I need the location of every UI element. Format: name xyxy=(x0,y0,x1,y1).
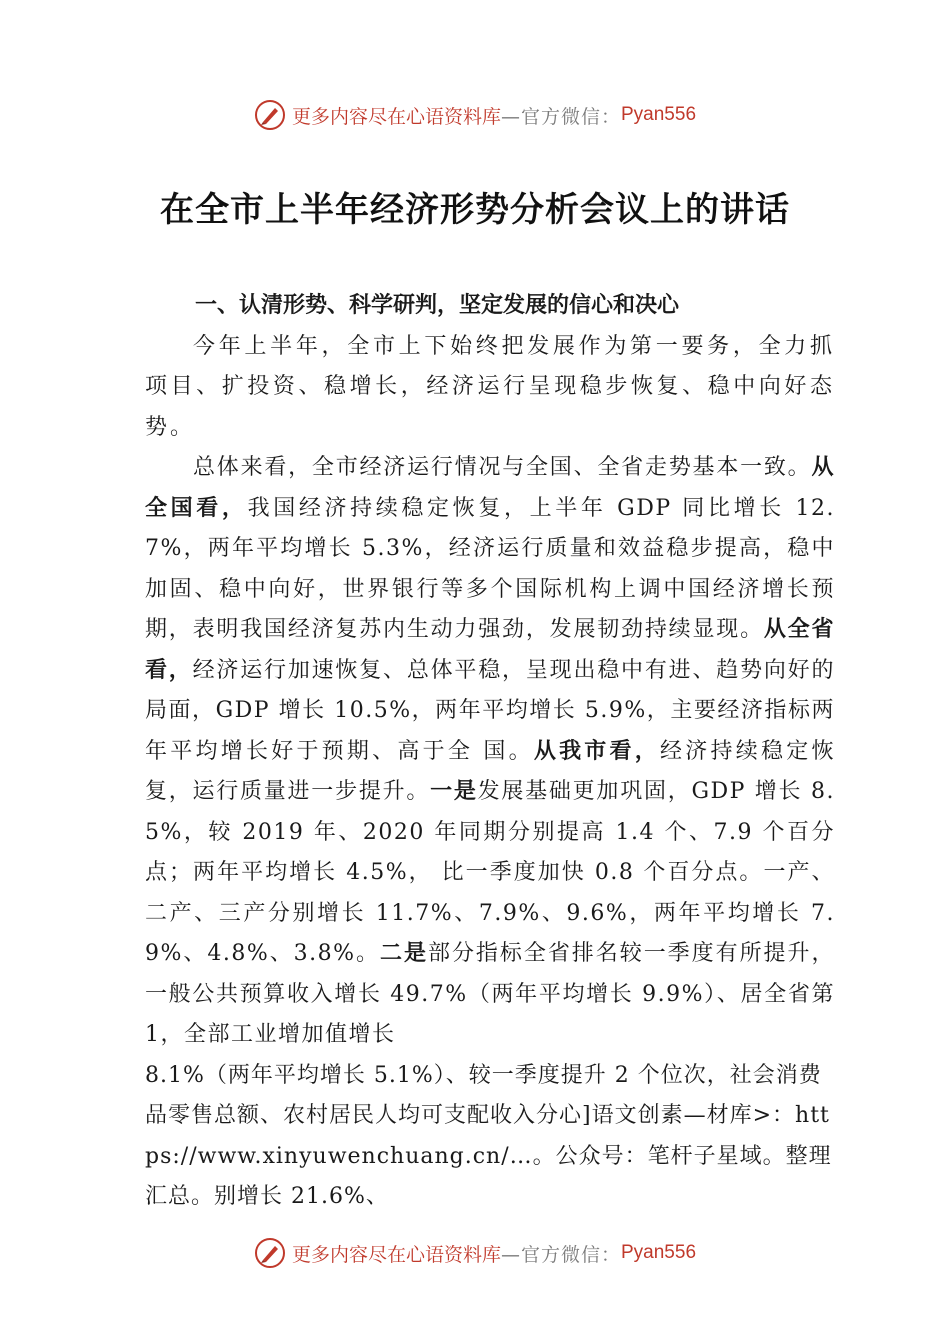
province-lead: 从全省看， xyxy=(145,617,835,683)
section-heading: 一、认清形势、科学研判，坚定发展的信心和决心 xyxy=(195,293,680,318)
city-text: 经济持续稳定恢复，运行质量进一步提升。 xyxy=(145,738,835,804)
watermark-wechat-id: Pyan556 xyxy=(621,1242,697,1263)
watermark-wechat-id: Pyan556 xyxy=(621,104,697,125)
watermark-brand-text: 更多内容尽在心语资料库 xyxy=(291,105,501,128)
second-point-lead: 二是 xyxy=(380,941,428,966)
national-lead: 从全国看， xyxy=(145,455,835,521)
watermark-separator-text: —官方微信： xyxy=(500,105,621,128)
province-text: 经济运行加速恢复、总体平稳，呈现出稳中有进、趋势向好的局面，GDP 增长 10.5%，两年平均增长 5.9%，主要经济指标两年平均增长好于预期、高于全 国。 xyxy=(145,657,835,764)
analysis-intro: 总体来看，全市经济运行情况与全国、全省走势基本一致。 xyxy=(193,455,812,480)
watermark-banner-bottom xyxy=(0,1233,950,1273)
first-point-lead: 一是 xyxy=(430,779,478,804)
second-point-text: 部分指标全省排名较一季度有所提升，一般公共预算收入增长 49.7%（两年平均增长 9.9%）、居全省第 1，全部工业增加值增长 xyxy=(145,941,835,1047)
watermark-brand-text: 更多内容尽在心语资料库 xyxy=(291,1243,501,1266)
city-lead: 从我市看， xyxy=(533,738,661,764)
watermark-banner-top xyxy=(0,95,950,135)
quill-pen-icon xyxy=(254,99,286,131)
document-body xyxy=(145,286,835,1218)
paragraph-analysis xyxy=(145,448,835,1056)
document-title: 在全市上半年经济形势分析会议上的讲话 xyxy=(160,190,790,230)
national-text: 我国经济持续稳定恢复，上半年 GDP 同比增长 12.7%，两年平均增长 5.3%，经济运行质量和效益稳步提高，稳中加固、稳中向好，世界银行等多个国际机构上调中国经济增长预期，表明我国经济复苏内生动力强劲，发展韧劲持续显现。 xyxy=(145,495,835,642)
first-point-text: 发展基础更加巩固，GDP 增长 8.5%，较 2019 年、2020 年同期分别提高 1.4 个、7.9 个百分点；两年平均增长 4.5%， 比一季度加快 0.8 个百分点。一产、二产、三产分别增长 11.7%、7.9%、9.6%，两年平均增长 7.9%、4.8%、3.8%。 xyxy=(145,779,835,966)
quill-pen-icon xyxy=(254,1237,286,1269)
paragraph-overview: 今年上半年，全市上下始终把发展作为第一要务，全力抓项目、扩投资、稳增长，经济运行呈现稳步恢复、稳中向好态势。 xyxy=(145,333,835,440)
paragraph-tail: 8.1%（两年平均增长 5.1%）、较一季度提升 2 个位次，社会消费品零售总额、农村居民人均可支配收入分心]语文创素—材库>：https://www.xinyuwenchuang.cn/…。公众号：笔杆子星域。整理汇总。别增长 21.6%、 xyxy=(145,1062,832,1209)
watermark-separator-text: —官方微信： xyxy=(500,1243,621,1266)
